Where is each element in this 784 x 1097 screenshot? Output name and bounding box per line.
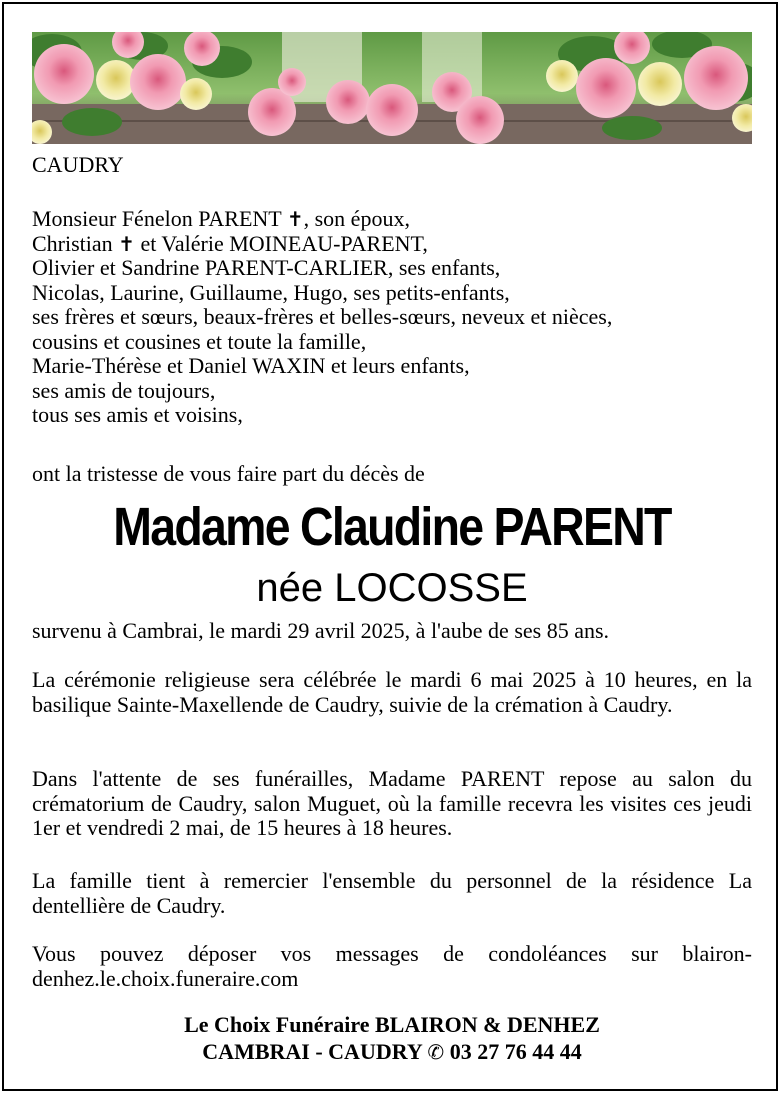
funeral-home-name: Le Choix Funéraire BLAIRON & DENHEZ <box>184 1012 600 1037</box>
condolences-paragraph: Vous pouvez déposer vos messages de condoléances sur blairon-denhez.le.choix.funeraire.com <box>32 941 752 991</box>
ceremony-paragraph: La cérémonie religieuse sera célébrée le mardi 6 mai 2025 à 10 heures, en la basilique Sainte-Maxellende de Caudry, suivie de la crémation à Caudry. <box>32 667 752 717</box>
maiden-name: née LOCOSSE <box>256 566 528 610</box>
family-line: Nicolas, Laurine, Guillaume, Hugo, ses petits-enfants, <box>32 279 510 305</box>
family-line: ses frères et sœurs, beaux-frères et belles-sœurs, neveux et nièces, <box>32 304 613 329</box>
roses-illustration <box>32 32 752 144</box>
family-line: cousins et cousines et toute la famille, <box>32 328 367 354</box>
deceased-name: Madame Claudine PARENT <box>113 497 671 557</box>
roses-banner-image <box>32 32 752 144</box>
death-details: survenu à Cambrai, le mardi 29 avril 2025, à l'aube de ses 85 ans. <box>32 618 610 643</box>
family-list <box>32 207 752 428</box>
phone-icon: ✆ <box>427 1040 445 1064</box>
family-line: Olivier et Sandrine PARENT-CARLIER, ses enfants, <box>32 255 501 280</box>
family-line: Christian ✝ et Valérie MOINEAU-PARENT, <box>32 230 428 256</box>
announcement-text: ont la tristesse de vous faire part du décès de <box>32 461 425 486</box>
city-heading: CAUDRY <box>32 152 124 177</box>
cross-icon: ✝ <box>118 231 135 256</box>
cross-icon: ✝ <box>286 207 304 231</box>
funeral-home-contact <box>32 1038 752 1066</box>
family-line: Marie-Thérèse et Daniel WAXIN et leurs enfants, <box>32 353 470 378</box>
visits-paragraph: Dans l'attente de ses funérailles, Madame PARENT repose au salon du crématorium de Caudry, salon Muguet, où la famille recevra les visites ces jeudi 1er et vendredi 2 mai, de 15 heures à 18 heures. <box>32 766 752 840</box>
family-line: ses amis de toujours, <box>32 377 216 403</box>
thanks-paragraph: La famille tient à remercier l'ensemble du personnel de la résidence La dentellière de Caudry. <box>32 868 752 918</box>
funeral-home-location: CAMBRAI - CAUDRY <box>202 1039 422 1064</box>
family-line: tous ses amis et voisins, <box>32 402 243 427</box>
phone-number[interactable]: 03 27 76 44 44 <box>449 1039 582 1064</box>
family-line: Monsieur Fénelon PARENT ✝, son époux, <box>32 206 410 231</box>
